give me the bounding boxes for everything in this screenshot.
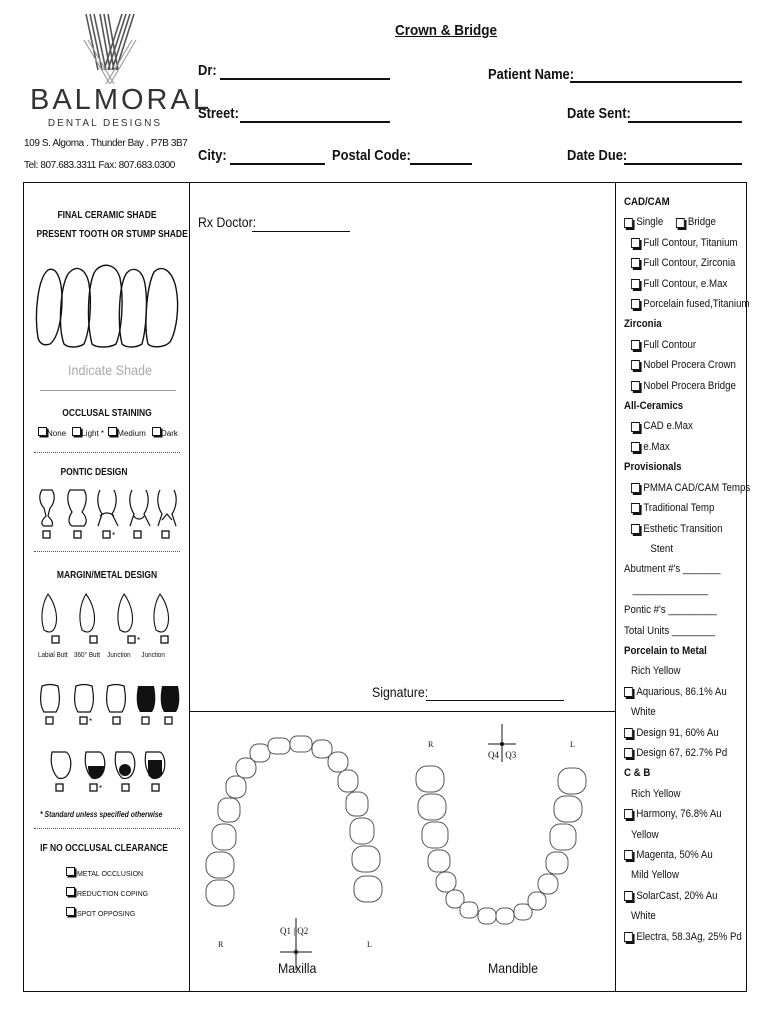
clearance-option-metal[interactable]: METAL OCCLUSION: [66, 867, 143, 878]
mandible-quadrants-label: Q4 | Q3: [488, 750, 517, 760]
rx-doctor-label: Rx Doctor:: [198, 214, 257, 230]
checkbox-icon[interactable]: [631, 503, 640, 513]
occlusal-dark-option[interactable]: Dark: [152, 429, 178, 438]
checkbox-icon[interactable]: [631, 524, 640, 534]
standard-note: * Standard unless specified otherwise: [40, 810, 163, 819]
option-row[interactable]: Full Contour, Zirconia: [624, 253, 733, 273]
checkbox-icon[interactable]: [624, 932, 633, 942]
checkbox-icon[interactable]: [631, 238, 640, 248]
section-heading: Provisionals: [624, 461, 682, 474]
checkbox-icon[interactable]: [624, 218, 633, 228]
material-options-list: [624, 192, 751, 947]
checkbox-icon[interactable]: [631, 279, 640, 289]
divider-dotted: [34, 828, 180, 829]
svg-text:*: *: [99, 784, 103, 793]
section-heading: C & B: [624, 767, 651, 780]
option-row[interactable]: PMMA CAD/CAM Temps: [624, 478, 733, 498]
front-teeth-shade-diagram[interactable]: [34, 258, 182, 350]
maxilla-left-label: L: [367, 940, 372, 949]
checkbox-icon[interactable]: [624, 891, 633, 901]
option-continuation: Stent: [650, 542, 674, 555]
checkbox-icon[interactable]: [624, 728, 633, 738]
occlusal-none-option[interactable]: None: [38, 429, 66, 438]
checkbox-icon[interactable]: [631, 340, 640, 350]
option-subheading: Rich Yellow: [631, 665, 681, 678]
section-heading: CAD/CAM: [624, 196, 670, 208]
abutment-field[interactable]: ______________: [632, 583, 709, 596]
divider-teeth: [189, 711, 615, 712]
form-title: Crown & Bridge: [395, 22, 498, 39]
checkbox-icon[interactable]: [66, 887, 75, 896]
logo-mark-icon: [80, 10, 140, 84]
option-row[interactable]: Design 67, 62.7% Pd: [624, 743, 733, 763]
option-row[interactable]: SolarCast, 20% Au: [624, 886, 733, 906]
city-label: City:: [198, 147, 227, 164]
margin-label-360-butt: 360° Butt: [74, 652, 101, 659]
svg-text:*: *: [89, 717, 93, 726]
margin-design-diagram[interactable]: [36, 590, 180, 646]
mandible-right-label: R: [428, 740, 434, 749]
occlusal-light-option[interactable]: Light *: [72, 429, 104, 438]
checkbox-icon[interactable]: [624, 850, 633, 860]
date-due-label: Date Due:: [567, 147, 628, 164]
checkbox-icon[interactable]: [72, 427, 81, 436]
option-row[interactable]: Electra, 58.3Ag, 25% Pd: [624, 927, 733, 947]
rx-notes-area[interactable]: [198, 250, 608, 670]
option-subheading: Rich Yellow: [631, 787, 681, 800]
brand-address: 109 S. Algoma . Thunder Bay . P7B 3B7: [24, 138, 188, 149]
section-heading: Zirconia: [624, 318, 662, 331]
street-field[interactable]: [240, 121, 390, 123]
checkbox-icon[interactable]: [631, 381, 640, 391]
option-row[interactable]: Aquarious, 86.1% Au: [624, 682, 733, 702]
checkbox-icon[interactable]: [624, 748, 633, 758]
option-row[interactable]: Full Contour, e.Max: [624, 274, 733, 294]
date-due-field[interactable]: [624, 163, 742, 165]
margin-label-labial-butt: Labial Butt: [38, 652, 68, 659]
clearance-title: IF NO OCCLUSAL CLEARANCE: [40, 843, 168, 854]
checkbox-icon[interactable]: [152, 427, 161, 436]
checkbox-icon[interactable]: [676, 218, 685, 228]
text-field-row[interactable]: Abutment #'s _______: [624, 563, 721, 576]
mandible-label: Mandible: [488, 960, 539, 976]
brand-logo: [80, 10, 140, 84]
checkbox-icon[interactable]: [38, 427, 47, 436]
margin-label-junction: Junction: [107, 652, 131, 659]
rx-doctor-field[interactable]: [252, 231, 350, 232]
option-row[interactable]: e.Max: [624, 437, 733, 457]
patient-name-field[interactable]: [570, 81, 742, 83]
svg-text:*: *: [112, 531, 116, 540]
option-row[interactable]: Nobel Procera Crown: [624, 355, 733, 375]
text-field-row[interactable]: Pontic #'s _________: [624, 604, 717, 617]
option-subheading: Yellow: [631, 828, 659, 841]
checkbox-icon[interactable]: [66, 907, 75, 916]
checkbox-icon[interactable]: [631, 442, 640, 452]
checkbox-icon[interactable]: [66, 867, 75, 876]
option-row[interactable]: Full Contour, Titanium: [624, 233, 733, 253]
option-subheading: White: [631, 706, 656, 719]
street-label: Street:: [198, 105, 239, 122]
pontic-design-title: PONTIC DESIGN: [60, 467, 128, 478]
occlusal-staining-title: OCCLUSAL STAINING: [62, 408, 152, 419]
section-heading: Porcelain to Metal: [624, 644, 707, 657]
checkbox-icon[interactable]: [624, 687, 633, 697]
patient-name-label: Patient Name:: [488, 66, 575, 83]
option-row[interactable]: CAD e.Max: [624, 416, 733, 436]
divider-dotted: [34, 452, 180, 453]
brand-tagline: DENTAL DESIGNS: [47, 118, 163, 129]
mandible-left-label: L: [570, 740, 575, 749]
margin-metal-title: MARGIN/METAL DESIGN: [56, 570, 158, 581]
maxilla-arch-diagram[interactable]: [196, 720, 396, 990]
dr-label: Dr:: [198, 62, 217, 79]
clearance-option-spot[interactable]: SPOT OPPOSING: [66, 907, 135, 918]
option-row[interactable]: Design 91, 60% Au: [624, 723, 733, 743]
pontic-shape-diagram[interactable]: [46, 748, 172, 794]
checkbox-icon[interactable]: [631, 360, 640, 370]
option-row[interactable]: Harmony, 76.8% Au: [624, 804, 733, 824]
clearance-option-coping[interactable]: REDUCTION COPING: [66, 887, 148, 898]
checkbox-icon[interactable]: [631, 258, 640, 268]
occlusal-options: [38, 427, 188, 438]
divider-right: [615, 182, 616, 992]
section-heading: All-Ceramics: [624, 400, 684, 413]
maxilla-right-label: R: [218, 940, 224, 949]
text-field-row[interactable]: Total Units ________: [624, 624, 715, 637]
maxilla-label: Maxilla: [278, 960, 317, 976]
checkbox-icon[interactable]: [108, 427, 117, 436]
option-row[interactable]: Porcelain fused,Titanium: [624, 294, 733, 314]
margin-label-junction-2: Junction: [141, 652, 165, 659]
checkbox-icon[interactable]: [624, 809, 633, 819]
option-subheading: White: [631, 910, 656, 923]
option-row[interactable]: Esthetic Transition: [624, 519, 733, 539]
checkbox-icon[interactable]: [631, 422, 640, 432]
svg-text:*: *: [137, 636, 141, 645]
option-row[interactable]: Full Contour: [624, 335, 733, 355]
checkbox-icon[interactable]: [631, 299, 640, 309]
occlusal-medium-option[interactable]: Medium: [108, 429, 145, 438]
city-field[interactable]: [230, 163, 325, 165]
date-sent-label: Date Sent:: [567, 105, 631, 122]
option-subheading: Mild Yellow: [631, 869, 679, 882]
shade-title-1: FINAL CERAMIC SHADE: [57, 210, 157, 221]
postal-code-label: Postal Code:: [332, 147, 411, 164]
indicate-shade-text[interactable]: Indicate Shade: [67, 362, 153, 378]
divider-left: [189, 182, 190, 992]
date-sent-field[interactable]: [628, 121, 742, 123]
option-row[interactable]: Nobel Procera Bridge: [624, 376, 733, 396]
option-row-single-bridge[interactable]: Single Bridge: [624, 212, 733, 232]
checkbox-icon[interactable]: [631, 483, 640, 493]
option-row[interactable]: Traditional Temp: [624, 498, 733, 518]
signature-field[interactable]: [426, 700, 564, 701]
margin-labels: [38, 652, 173, 659]
pontic-design-diagram[interactable]: [34, 486, 180, 542]
brand-phone: Tel: 807.683.3311 Fax: 807.683.0300: [24, 160, 175, 171]
brand-name: BALMORAL: [30, 84, 212, 116]
metal-coping-diagram[interactable]: [36, 682, 182, 728]
shade-title-2: PRESENT TOOTH OR STUMP SHADE: [36, 229, 188, 240]
signature-label: Signature:: [372, 684, 429, 700]
maxilla-quadrants-label: Q1 | Q2: [280, 926, 309, 936]
postal-code-field[interactable]: [410, 163, 472, 165]
option-row[interactable]: Magenta, 50% Au: [624, 845, 733, 865]
dr-field[interactable]: [220, 78, 390, 80]
shade-underline: [40, 390, 176, 391]
divider-dotted: [34, 551, 180, 552]
